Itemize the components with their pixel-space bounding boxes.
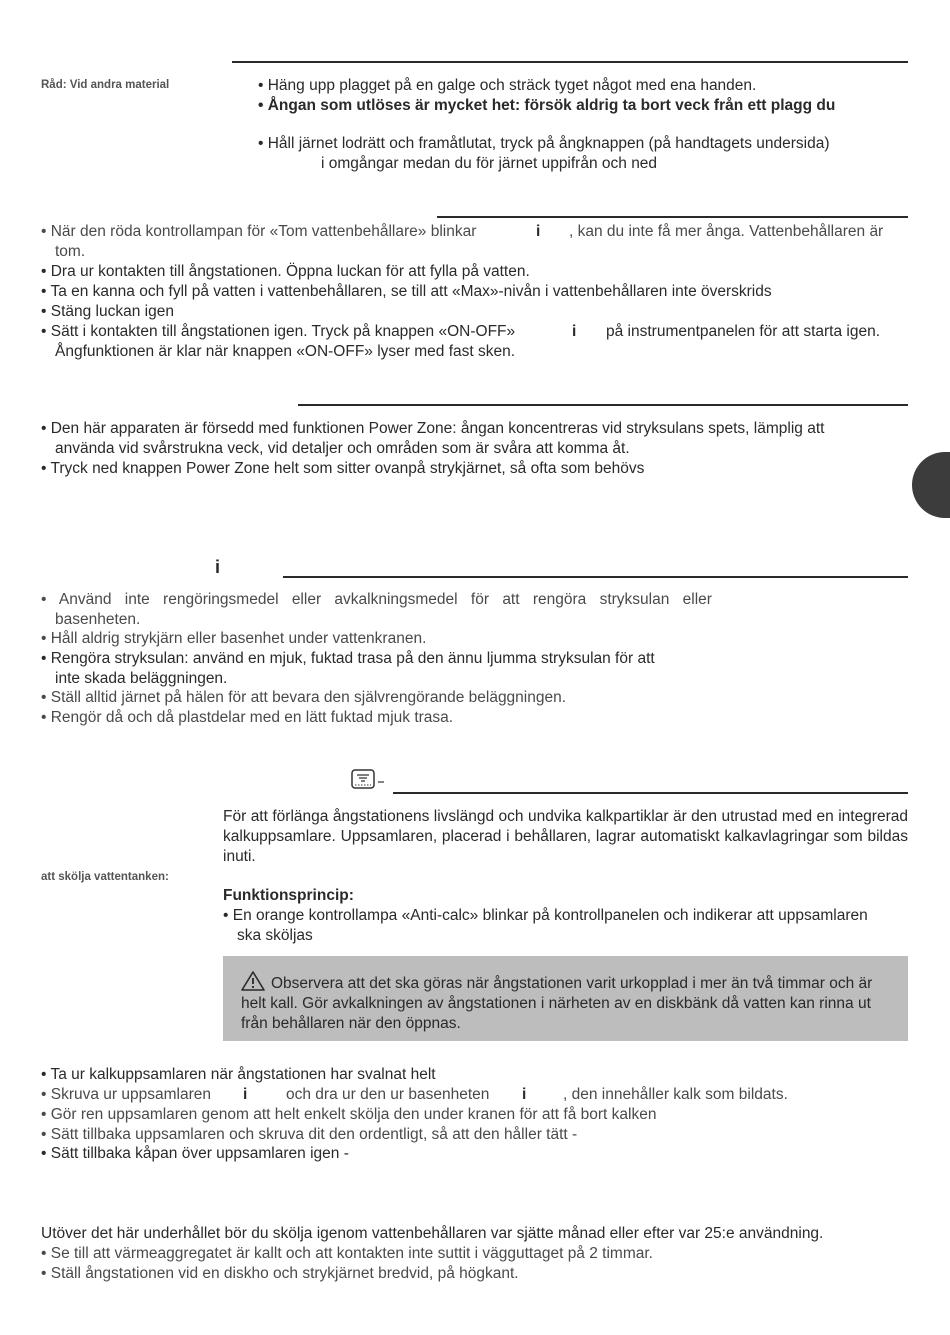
maintenance-line-1: • Använd inte rengöringsmedel eller avkalkningsmedel för att rengöra stryksulan eller: [41, 591, 712, 608]
maintenance-line-3: • Rengöra stryksulan: använd en mjuk, fuktad trasa på den ännu ljumma stryksulan för att: [41, 650, 655, 667]
steps-line-4: • Sätt tillbaka uppsamlaren och skruva dit den ordentligt, så att den håller tätt -: [41, 1126, 578, 1143]
refill-line-5-icon-ref: i: [572, 323, 577, 340]
warning-text-block: [241, 971, 891, 1034]
power-zone-line-1: • Den här apparaten är försedd med funktionen Power Zone: ångan koncentreras vid stryksulans spets, lämplig att: [41, 420, 825, 437]
anticalc-principle-heading: Funktionsprincip:: [223, 887, 354, 904]
refill-line-3: • Ta en kanna och fyll på vatten i vattenbehållaren, se till att «Max»-nivån i vattenbehållaren inte överskrids: [41, 283, 772, 300]
anticalc-principle-line-1: • En orange kontrollampa «Anti-calc» blinkar på kontrollpanelen och indikerar att uppsamlaren: [223, 907, 868, 924]
tips-side-label: Råd: Vid andra material: [41, 79, 170, 91]
rinse-line-2: • Ställ ångstationen vid en diskho och strykjärnet bredvid, på högkant.: [41, 1265, 519, 1282]
steps-line-2-icon-ref-2: i: [522, 1086, 527, 1103]
tips-line-4: i omgångar medan du för järnet uppifrån och ned: [321, 155, 658, 172]
steps-line-2c: , den innehåller kalk som bildats.: [563, 1086, 788, 1103]
anticalc-principle-line-2: ska sköljas: [237, 927, 313, 944]
maintenance-heading-icon-ref: i: [215, 557, 221, 577]
section-rule-anticalc: [393, 792, 908, 794]
anticalc-intro: För att förlänga ångstationens livslängd och undvika kalkpartiklar är den utrustad med en integrerad kalkuppsamlare. Uppsamlaren, placerad i behållaren, lagrar automatiskt kalkavlagringar som bildas inuti.: [223, 808, 908, 865]
warning-triangle-icon: [241, 971, 265, 991]
tips-line-3: • Håll järnet lodrätt och framåtlutat, tryck på ångknappen (på handtagets undersida): [258, 135, 830, 152]
steps-line-5: • Sätt tillbaka kåpan över uppsamlaren igen -: [41, 1145, 349, 1162]
section-rule-maintenance: [283, 576, 908, 578]
maintenance-line-2: • Håll aldrig strykjärn eller basenhet under vattenkranen.: [41, 630, 427, 647]
refill-line-1b: , kan du inte få mer ånga. Vattenbehållaren är: [569, 223, 884, 240]
steps-line-2b: och dra ur den ur basenheten: [286, 1086, 490, 1103]
refill-line-5b: på instrumentpanelen för att starta igen.: [606, 323, 880, 340]
refill-line-6: Ångfunktionen är klar när knappen «ON-OFF» lyser med fast sken.: [55, 343, 516, 360]
tips-line-2: • Ångan som utlöses är mycket het: försök aldrig ta bort veck från ett plagg du: [258, 97, 836, 114]
refill-line-1c: tom.: [55, 243, 86, 260]
steps-line-3: • Gör ren uppsamlaren genom att helt enkelt skölja den under kranen för att få bort kalken: [41, 1106, 657, 1123]
rinse-intro: Utöver det här underhållet bör du skölja igenom vattenbehållaren var sjätte månad eller efter var 25:e användning.: [41, 1225, 824, 1242]
steps-line-1: • Ta ur kalkuppsamlaren när ångstationen har svalnat helt: [41, 1066, 436, 1083]
maintenance-line-1b: basenheten.: [55, 611, 141, 628]
refill-line-1-icon-ref: i: [536, 223, 541, 240]
anticalc-side-label: att skölja vattentanken:: [41, 871, 169, 883]
maintenance-line-5: • Rengör då och då plastdelar med en lätt fuktad mjuk trasa.: [41, 709, 454, 726]
refill-line-1a: • När den röda kontrollampan för «Tom vattenbehållare» blinkar: [41, 223, 477, 240]
steps-line-2-icon-ref: i: [243, 1086, 248, 1103]
power-zone-line-3: • Tryck ned knappen Power Zone helt som sitter ovanpå strykjärnet, så ofta som behövs: [41, 460, 645, 477]
section-rule-refill: [437, 216, 908, 218]
language-tab-marker: [912, 452, 950, 518]
refill-line-2: • Dra ur kontakten till ångstationen. Öppna luckan för att fylla på vatten.: [41, 263, 530, 280]
power-zone-line-2: använda vid svårstrukna veck, vid detaljer och områden som är svåra att komma åt.: [55, 440, 630, 457]
section-rule-tips: [232, 61, 908, 63]
maintenance-line-4: • Ställ alltid järnet på hälen för att bevara den självrengörande beläggningen.: [41, 689, 567, 706]
rinse-line-1: • Se till att värmeaggregatet är kallt och att kontakten inte suttit i vägguttaget på 2 timmar.: [41, 1245, 653, 1262]
maintenance-line-3b: inte skada beläggningen.: [55, 670, 228, 687]
warning-text: Observera att det ska göras när ångstationen varit urkopplad i mer än två timmar och är helt kall. Gör avkalkningen av ångstationen i närheten av en diskbänk då vatten kan rinna ut från behållaren när den öppnas.: [241, 975, 873, 1032]
refill-line-5a: • Sätt i kontakten till ångstationen igen. Tryck på knappen «ON-OFF»: [41, 323, 516, 340]
refill-line-4: • Stäng luckan igen: [41, 303, 174, 320]
tips-line-1: • Häng upp plagget på en galge och sträck tyget något med ena handen.: [258, 77, 757, 94]
anticalc-collector-icon: [350, 768, 390, 792]
section-rule-power-zone: [298, 404, 908, 406]
steps-line-2a: • Skruva ur uppsamlaren: [41, 1086, 211, 1103]
